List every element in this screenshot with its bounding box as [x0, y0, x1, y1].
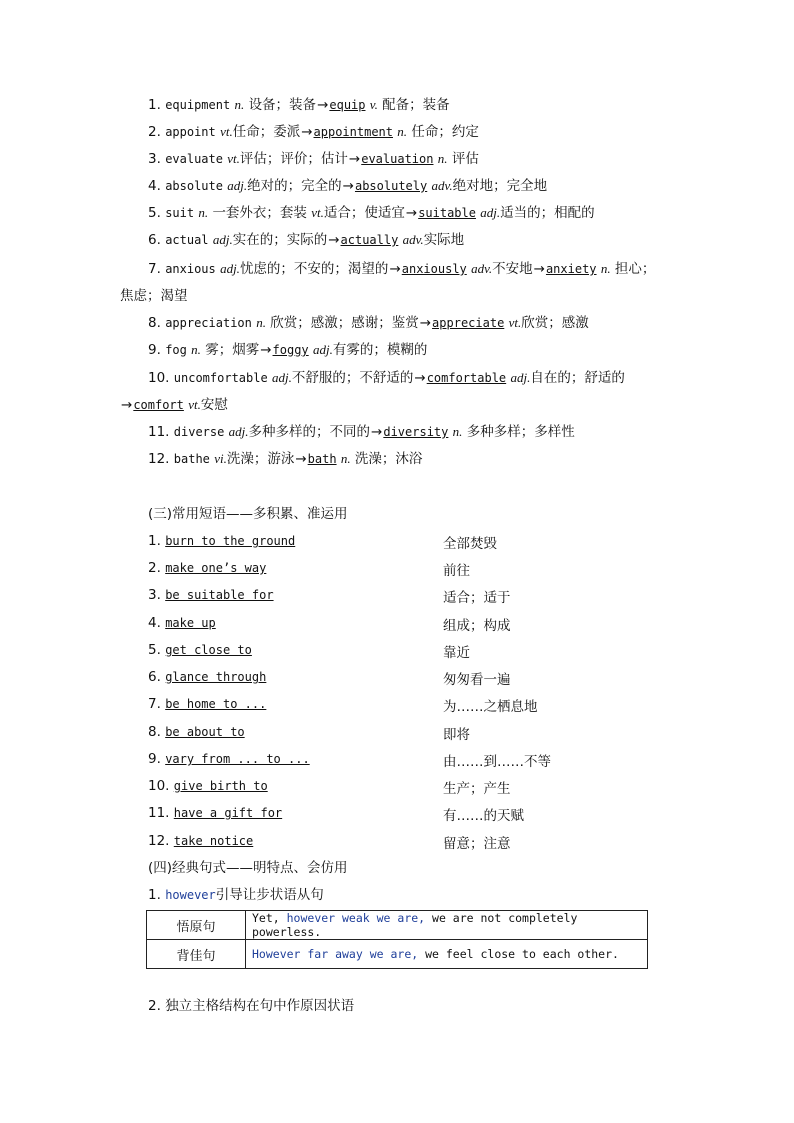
vocab-word: appreciation	[165, 316, 252, 330]
derived-word: actually	[340, 233, 399, 247]
item-number: 10.	[148, 370, 170, 386]
phrase-item	[148, 559, 266, 577]
sentence-part: we feel close to each other.	[418, 947, 619, 961]
derived-word: comfortable	[426, 371, 507, 385]
part-of-speech: vt.	[227, 151, 240, 166]
vocab-item	[148, 177, 547, 195]
vocab-item	[148, 369, 625, 387]
item-number: 6.	[148, 669, 161, 685]
phrase-item	[148, 532, 295, 550]
derived-word: anxiously	[401, 262, 467, 276]
phrase-item	[148, 832, 253, 850]
arrow-icon: →	[414, 370, 426, 386]
phrase-item	[148, 614, 216, 632]
example-sentence	[246, 911, 648, 940]
row-label: 悟原句	[147, 911, 246, 940]
vocab-item	[148, 260, 655, 278]
pattern-table	[146, 910, 648, 969]
vocab-item	[148, 423, 575, 441]
item-number: 6.	[148, 232, 161, 248]
phrase-en: be home to ...	[165, 697, 267, 711]
item-number: 3.	[148, 587, 161, 603]
vocab-word: equipment	[165, 98, 231, 112]
part-of-speech: n.	[600, 261, 611, 276]
vocab-word: actual	[165, 233, 209, 247]
example-sentence	[246, 940, 648, 969]
phrase-zh: 全部焚毁	[443, 536, 497, 552]
phrase-zh: 前往	[443, 563, 470, 579]
part-of-speech: adj.	[272, 370, 292, 385]
derived-word: diversity	[383, 425, 449, 439]
pattern-title: 引导让步状语从句	[215, 887, 324, 903]
item-number: 11.	[148, 805, 170, 821]
item-number: 12.	[148, 833, 170, 849]
section-title-phrases: (三)常用短语——多积累、准运用	[148, 506, 348, 522]
meaning: 评估	[451, 151, 479, 167]
vocab-item	[148, 231, 464, 249]
item-number: 3.	[148, 151, 161, 167]
item-number: 1.	[148, 97, 161, 113]
meaning: 任命；约定	[411, 124, 479, 140]
meaning: 洗澡；游泳	[226, 451, 295, 467]
meaning: 自在的；舒适的	[530, 370, 625, 386]
item-number: 8.	[148, 315, 161, 331]
meaning: 欣赏；感激	[521, 315, 589, 331]
vocab-word: suit	[165, 206, 195, 220]
meaning: 担心；	[614, 261, 656, 277]
meaning: 绝对地；完全地	[452, 178, 548, 194]
item-number: 12.	[148, 451, 170, 467]
arrow-icon: →	[419, 315, 432, 331]
arrow-icon: →	[405, 205, 418, 221]
meaning: 多种多样；多样性	[466, 424, 575, 440]
vocab-word: evaluate	[165, 152, 223, 166]
derived-word: absolutely	[354, 179, 428, 193]
part-of-speech: vt.	[188, 397, 201, 412]
part-of-speech: n.	[437, 151, 448, 166]
item-number: 9.	[148, 751, 161, 767]
arrow-icon: →	[389, 261, 401, 277]
part-of-speech: n.	[191, 342, 201, 357]
part-of-speech: vt.	[508, 315, 522, 330]
part-of-speech: adj.	[228, 424, 249, 439]
item-number: 10.	[148, 778, 170, 794]
part-of-speech: vt.	[311, 205, 324, 220]
meaning: 雾；烟雾	[205, 342, 260, 358]
derived-word: appreciate	[432, 316, 505, 330]
phrase-zh: 留意；注意	[443, 836, 511, 852]
item-number: 4.	[148, 615, 161, 631]
phrase-en: glance through	[165, 670, 267, 684]
arrow-icon: →	[301, 124, 313, 140]
part-of-speech: adj.	[212, 232, 233, 247]
part-of-speech: n.	[198, 205, 209, 220]
phrase-zh: 由……到……不等	[443, 754, 551, 770]
meaning: 多种多样的；不同的	[248, 424, 371, 440]
vocab-item	[148, 204, 595, 222]
item-number: 2.	[148, 560, 161, 576]
vocab-word: anxious	[165, 262, 216, 276]
part-of-speech: v.	[369, 97, 378, 112]
item-number: 1.	[148, 533, 161, 549]
phrase-item	[148, 695, 266, 713]
derived-word: bath	[307, 452, 337, 466]
vocab-word: diverse	[173, 425, 225, 439]
phrase-zh: 有……的天赋	[443, 808, 524, 824]
phrase-en: give birth to	[173, 779, 268, 793]
phrase-zh: 为……之栖息地	[443, 699, 538, 715]
highlighted-clause: However far away we are,	[252, 947, 419, 961]
phrase-zh: 靠近	[443, 645, 470, 661]
derived-word: suitable	[418, 206, 476, 220]
phrase-en: be about to	[165, 725, 245, 739]
item-number: 7.	[148, 261, 161, 277]
meaning: 一套外衣；套装	[212, 205, 307, 221]
meaning: 忧虑的；不安的；渴望的	[239, 261, 389, 277]
item-number: 2.	[148, 124, 161, 140]
meaning: 实在的；实际的	[232, 232, 328, 248]
table-row	[147, 911, 648, 940]
pattern-title: 独立主格结构在句中作原因状语	[165, 998, 355, 1014]
item-number: 5.	[148, 642, 161, 658]
phrase-en: vary from ... to ...	[165, 752, 310, 766]
phrase-item	[148, 750, 310, 768]
meaning: 洗澡；沐浴	[354, 451, 423, 467]
part-of-speech: adj.	[227, 178, 248, 193]
item-number: 9.	[148, 342, 161, 358]
item-number: 7.	[148, 696, 161, 712]
phrase-en: take notice	[173, 834, 254, 848]
part-of-speech: vt.	[220, 124, 233, 139]
phrase-en: make up	[165, 616, 216, 630]
phrase-item	[148, 804, 282, 822]
pattern-heading	[148, 886, 324, 904]
part-of-speech: n.	[397, 124, 408, 139]
item-number: 5.	[148, 205, 161, 221]
meaning: 适合；使适宜	[323, 205, 405, 221]
item-number: 8.	[148, 724, 161, 740]
vocab-word: fog	[165, 343, 187, 357]
phrase-en: get close to	[165, 643, 252, 657]
meaning: 适当的；相配的	[500, 205, 595, 221]
part-of-speech: adv.	[402, 232, 424, 247]
part-of-speech: adj.	[510, 370, 531, 385]
meaning: 不安地	[492, 261, 533, 277]
arrow-icon: →	[121, 397, 133, 413]
vocab-item	[148, 314, 589, 332]
vocab-word: absolute	[165, 179, 223, 193]
meaning: 有雾的；模糊的	[332, 342, 428, 358]
vocab-item	[148, 96, 450, 114]
phrase-item	[148, 777, 268, 795]
meaning: 配备；装备	[382, 97, 450, 113]
meaning: 评估；评价；估计	[239, 151, 348, 167]
phrase-zh: 匆匆看一遍	[443, 672, 511, 688]
item-number: 1.	[148, 887, 161, 903]
item-number: 4.	[148, 178, 161, 194]
arrow-icon: →	[342, 178, 354, 194]
meaning: 欣赏；感激；感谢；鉴赏	[270, 315, 419, 331]
derived-word: evaluation	[361, 152, 434, 166]
phrase-en: have a gift for	[173, 806, 283, 820]
phrase-item	[148, 641, 252, 659]
arrow-icon: →	[371, 424, 383, 440]
phrase-item	[148, 723, 245, 741]
vocab-item-continued	[120, 396, 228, 414]
phrase-en: burn to the ground	[165, 534, 296, 548]
arrow-icon: →	[533, 261, 545, 277]
part-of-speech: adv.	[431, 178, 453, 193]
part-of-speech: adj.	[312, 342, 333, 357]
phrase-en: be suitable for	[165, 588, 274, 602]
sentence-part: we are not completely powerless.	[252, 911, 578, 939]
phrase-zh: 生产；产生	[443, 781, 511, 797]
row-label: 背佳句	[147, 940, 246, 969]
item-number: 2.	[148, 998, 161, 1014]
meaning: 焦虑；渴望	[120, 288, 188, 304]
part-of-speech: n.	[234, 97, 245, 112]
part-of-speech: n.	[452, 424, 463, 439]
table-row	[147, 940, 648, 969]
vocab-item	[148, 341, 427, 359]
vocab-word: bathe	[173, 452, 210, 466]
part-of-speech: vi.	[214, 451, 227, 466]
vocab-item	[148, 150, 479, 168]
vocab-item	[148, 123, 479, 141]
phrase-zh: 适合；适于	[443, 590, 511, 606]
phrase-item	[148, 586, 274, 604]
item-number: 11.	[148, 424, 170, 440]
arrow-icon: →	[348, 151, 361, 167]
meaning: 设备；装备	[248, 97, 317, 113]
part-of-speech: n.	[256, 315, 266, 330]
vocab-item	[148, 450, 422, 468]
highlighted-clause: however weak we are,	[286, 911, 426, 925]
arrow-icon: →	[328, 232, 340, 248]
arrow-icon: →	[260, 342, 272, 358]
part-of-speech: adj.	[220, 261, 240, 276]
section-title-patterns: (四)经典句式——明特点、会仿用	[148, 860, 348, 876]
pattern-heading	[148, 997, 354, 1015]
meaning: 绝对的；完全的	[247, 178, 342, 194]
part-of-speech: adj.	[480, 205, 501, 220]
meaning: 任命；委派	[232, 124, 301, 140]
phrase-en: make one’s way	[165, 561, 267, 575]
derived-word: anxiety	[545, 262, 597, 276]
sentence-part: Yet,	[252, 911, 287, 925]
meaning: 实际地	[423, 232, 465, 248]
arrow-icon: →	[295, 451, 307, 467]
vocab-word: uncomfortable	[173, 371, 268, 385]
pattern-keyword: however	[165, 888, 216, 902]
vocab-item-continued	[120, 287, 188, 305]
derived-word: equip	[329, 98, 366, 112]
derived-word: comfort	[133, 398, 184, 412]
derived-word: foggy	[272, 343, 309, 357]
arrow-icon: →	[317, 97, 329, 113]
phrase-item	[148, 668, 266, 686]
meaning: 安慰	[200, 397, 228, 413]
part-of-speech: adv.	[471, 261, 493, 276]
phrase-zh: 即将	[443, 727, 470, 743]
phrase-zh: 组成；构成	[443, 618, 511, 634]
part-of-speech: n.	[340, 451, 351, 466]
vocab-word: appoint	[165, 125, 216, 139]
meaning: 不舒服的；不舒适的	[291, 370, 414, 386]
derived-word: appointment	[313, 125, 393, 139]
